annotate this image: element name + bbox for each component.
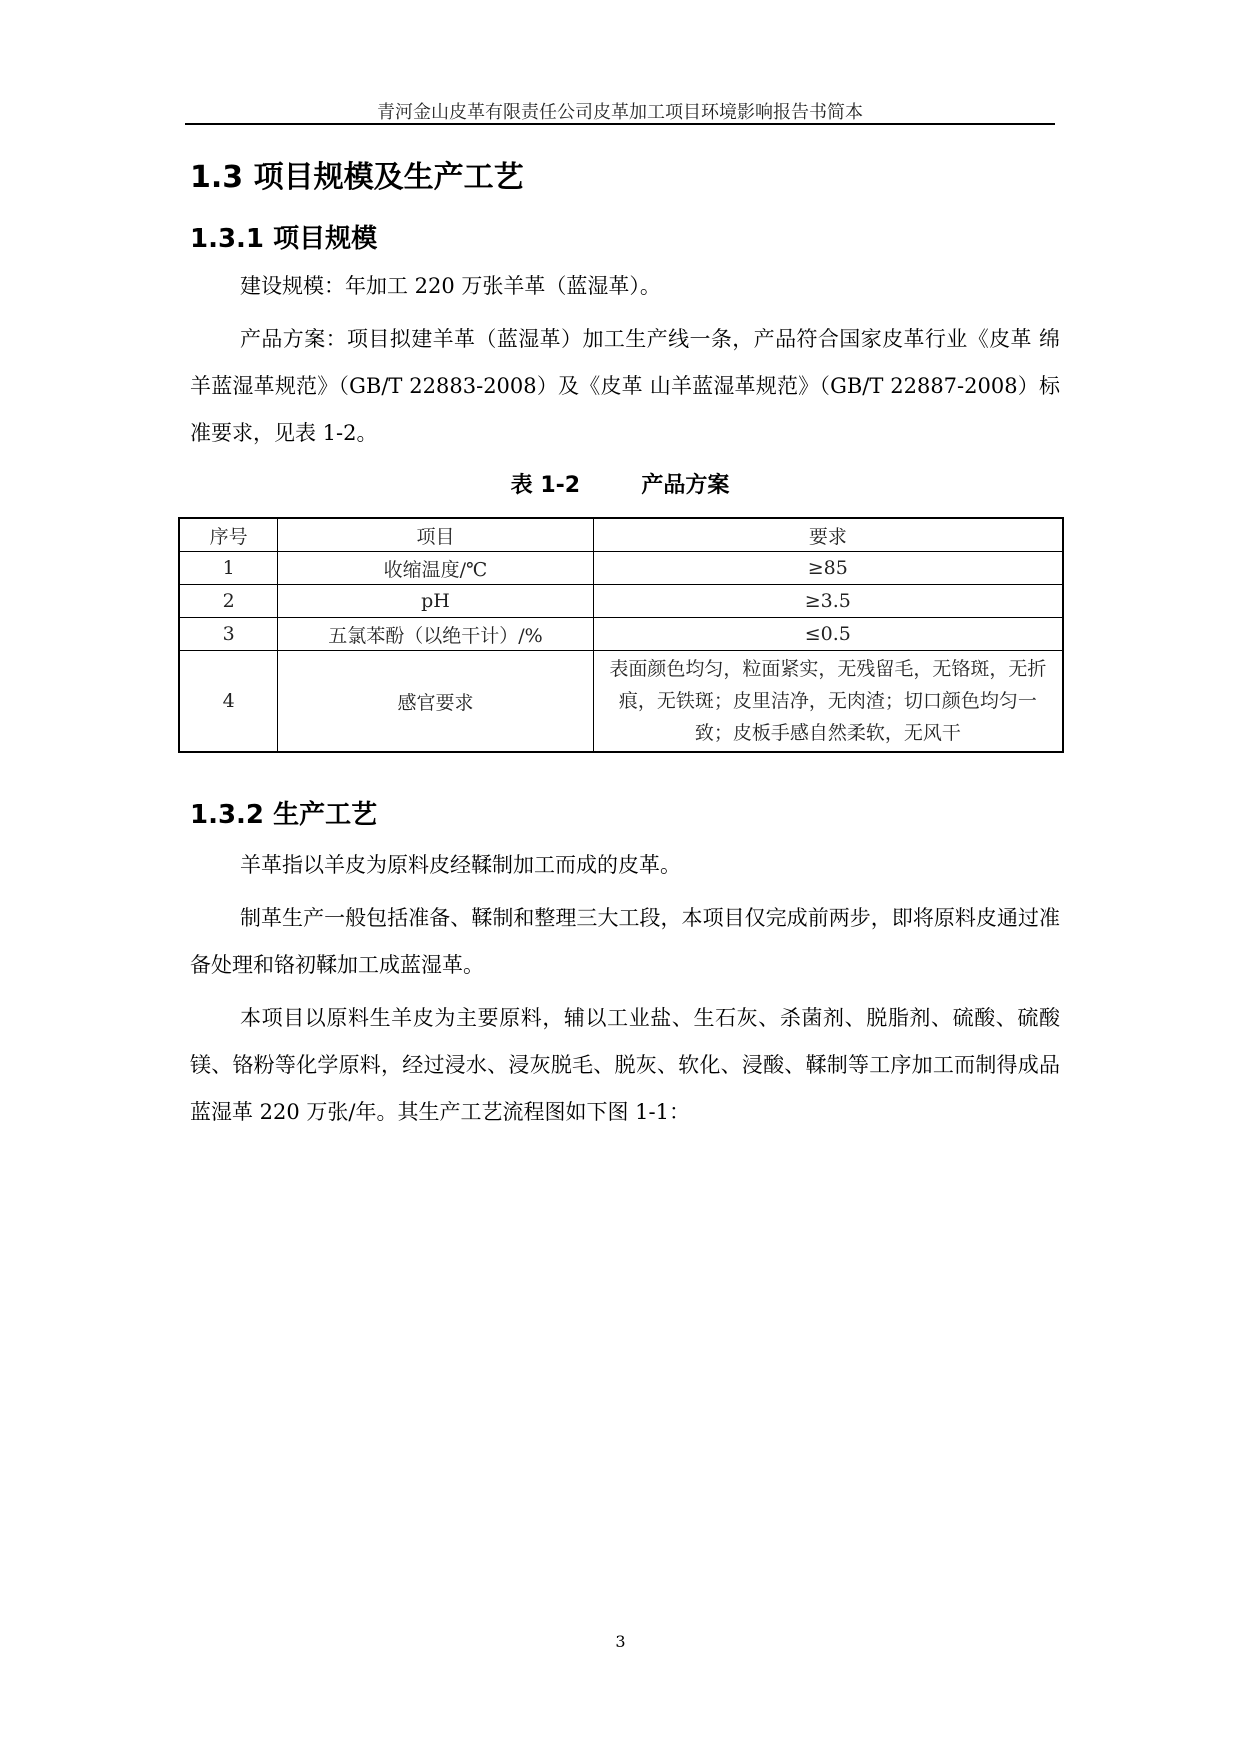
cell-no: 4 xyxy=(179,651,278,753)
cell-no: 2 xyxy=(179,585,278,618)
paragraph-definition: 羊革指以羊皮为原料皮经鞣制加工而成的皮革。 xyxy=(240,853,681,877)
paragraph-product-plan: 产品方案：项目拟建羊革（蓝湿革）加工生产线一条，产品符合国家皮革行业《皮革 绵羊蓝湿革规范》（GB/T 22883-2008）及《皮革 山羊蓝湿革规范》（GB/T 22887-2008）标准要求，见表 1-2。 xyxy=(190,327,1060,445)
cell-item: 感官要求 xyxy=(278,651,593,753)
running-header: 青河金山皮革有限责任公司皮革加工项目环境影响报告书简本 xyxy=(377,102,863,123)
header-no: 序号 xyxy=(179,518,278,552)
table-caption: 表 1-2 产品方案 xyxy=(510,473,730,498)
product-spec-table xyxy=(178,517,1064,753)
table-row xyxy=(179,585,1063,618)
section-heading: 1.3 项目规模及生产工艺 xyxy=(190,160,524,195)
table-row xyxy=(179,618,1063,651)
table-row xyxy=(179,651,1063,753)
cell-item: pH xyxy=(278,585,593,618)
subsection-heading-process: 1.3.2 生产工艺 xyxy=(190,800,378,830)
cell-requirement: ≤0.5 xyxy=(593,618,1063,651)
header-item: 项目 xyxy=(278,518,593,552)
page-number: 3 xyxy=(615,1632,626,1651)
cell-item: 五氯苯酚（以绝干计）/% xyxy=(278,618,593,651)
cell-item: 收缩温度/℃ xyxy=(278,552,593,585)
header-rule xyxy=(185,123,1055,125)
paragraph-stages: 制革生产一般包括准备、鞣制和整理三大工段，本项目仅完成前两步，即将原料皮通过准备处理和铬初鞣加工成蓝湿革。 xyxy=(190,906,1060,977)
cell-requirement: 表面颜色均匀，粒面紧实，无残留毛，无铬斑，无折痕，无铁斑；皮里洁净，无肉渣；切口颜色均匀一致；皮板手感自然柔软，无风干 xyxy=(593,651,1063,753)
paragraph-materials: 本项目以原料生羊皮为主要原料，辅以工业盐、生石灰、杀菌剂、脱脂剂、硫酸、硫酸镁、铬粉等化学原料，经过浸水、浸灰脱毛、脱灰、软化、浸酸、鞣制等工序加工而制得成品蓝湿革 220 万张/年。其生产工艺流程图如下图 1-1： xyxy=(190,1006,1060,1124)
cell-requirement: ≥85 xyxy=(593,552,1063,585)
subsection-heading-scale: 1.3.1 项目规模 xyxy=(190,224,378,254)
cell-no: 1 xyxy=(179,552,278,585)
cell-no: 3 xyxy=(179,618,278,651)
paragraph-construction-scale: 建设规模：年加工 220 万张羊革（蓝湿革）。 xyxy=(240,274,661,298)
table-header-row xyxy=(179,518,1063,552)
cell-requirement: ≥3.5 xyxy=(593,585,1063,618)
header-requirement: 要求 xyxy=(593,518,1063,552)
table-row xyxy=(179,552,1063,585)
